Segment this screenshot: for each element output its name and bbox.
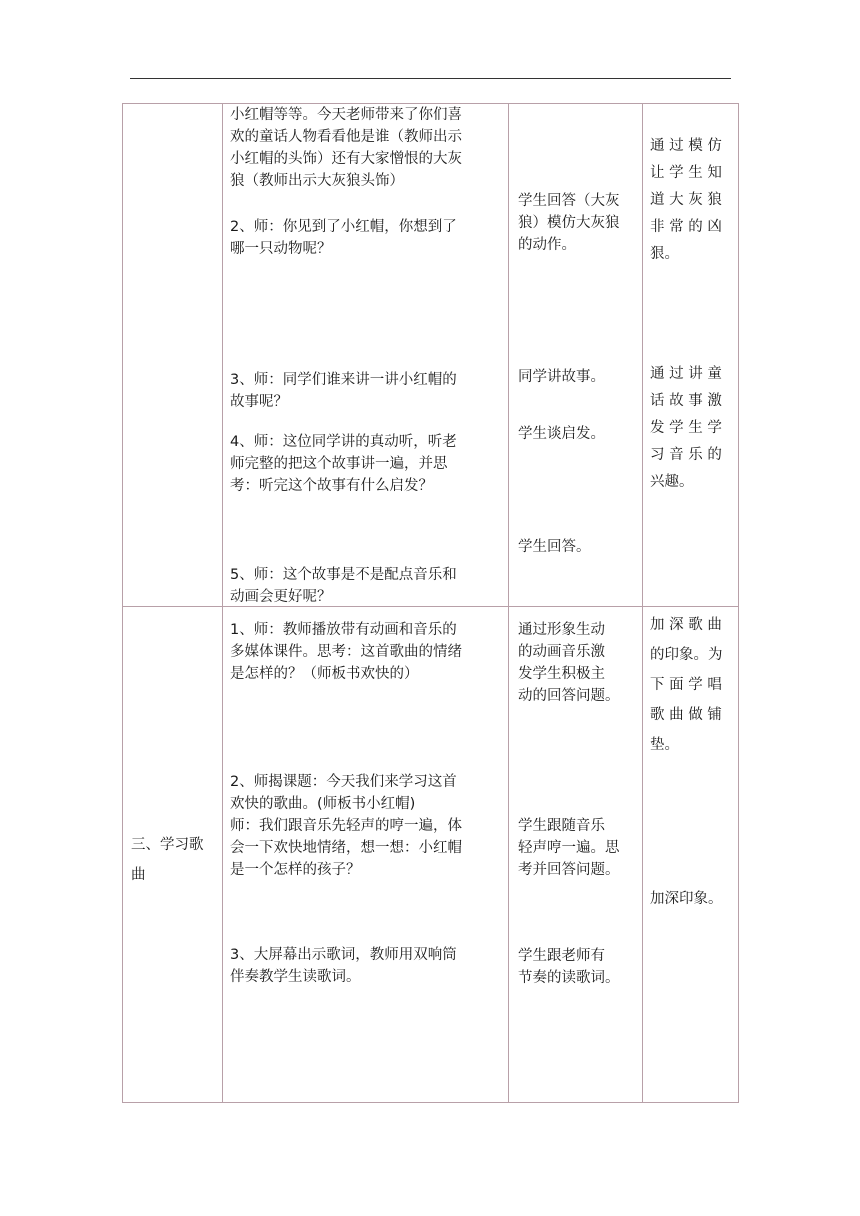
student-activity: 学生跟老师有 节奏的读歌词。	[518, 948, 620, 986]
teacher-activity: 3、师：同学们谁来讲一讲小红帽的 故事呢？	[230, 372, 457, 410]
stage-label: 三、学习歌 曲	[131, 837, 204, 883]
teacher-activity: 1、师：教师播放带有动画和音乐的 多媒体课件。思考：这首歌曲的情绪 是怎样的？（师板书欢快的）	[230, 622, 462, 682]
student-activity: 通过形象生动 的动画音乐激 发学生积极主 动的回答问题。	[518, 622, 620, 704]
design-purpose: 通 过 模 仿 让 学 生 知 道 大 灰 狼 非 常 的 凶 狠。	[650, 138, 722, 262]
column-divider	[508, 104, 509, 1102]
student-activity: 学生回答。	[518, 539, 591, 555]
column-divider	[222, 104, 223, 1102]
student-activity: 学生谈启发。	[518, 426, 605, 442]
header-rule	[130, 78, 731, 79]
teacher-activity: 3、大屏幕出示歌词，教师用双响筒 伴奏教学生读歌词。	[230, 947, 457, 985]
design-purpose: 加深印象。	[650, 891, 723, 907]
student-activity: 同学讲故事。	[518, 369, 605, 385]
teacher-activity: 5、师：这个故事是不是配点音乐和 动画会更好呢？	[230, 567, 457, 605]
teacher-activity: 2、师揭课题：今天我们来学习这首 欢快的歌曲。(师板书小红帽) 师：我们跟音乐先轻声的哼一遍，体 会一下欢快地情绪，想一想：小红帽 是一个怎样的孩子？	[230, 774, 462, 878]
design-purpose: 加 深 歌 曲 的印象。为 下 面 学 唱 歌 曲 做 铺 垫。	[650, 617, 723, 753]
teacher-activity: 小红帽等等。今天老师带来了你们喜 欢的童话人物看看他是谁（教师出示 小红帽的头饰）还有大家憎恨的大灰 狼（教师出示大灰狼头饰）	[230, 107, 462, 189]
teacher-activity: 2、师：你见到了小红帽，你想到了 哪一只动物呢？	[230, 219, 457, 257]
student-activity: 学生回答（大灰 狼）模仿大灰狼 的动作。	[518, 193, 620, 253]
column-divider	[642, 104, 643, 1102]
lesson-plan-table	[122, 103, 739, 1103]
design-purpose: 通 过 讲 童 话 故 事 激 发 学 生 学 习 音 乐 的 兴趣。	[650, 366, 722, 490]
student-activity: 学生跟随音乐 轻声哼一遍。思 考并回答问题。	[518, 818, 620, 878]
teacher-activity: 4、师：这位同学讲的真动听，听老 师完整的把这个故事讲一遍，并思 考：听完这个故事有什么启发？	[230, 434, 457, 494]
